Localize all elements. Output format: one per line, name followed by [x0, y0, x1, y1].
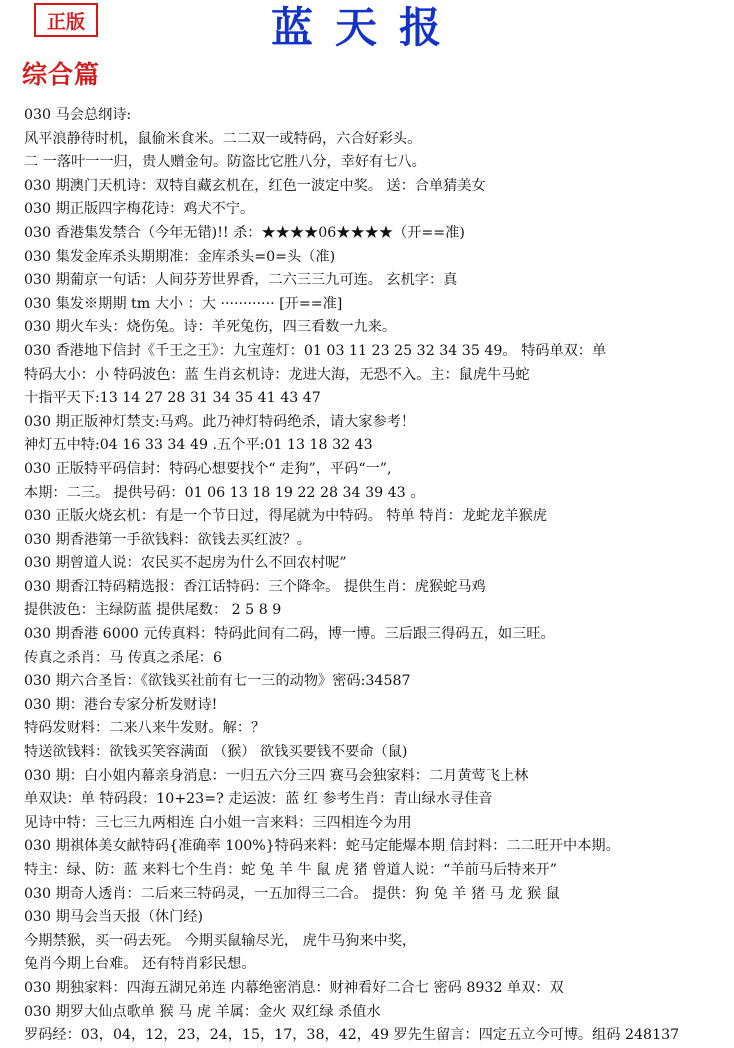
content-line: 030 期曾道人说：农民买不起房为什么不回农村呢” [24, 555, 347, 572]
content-line: 罗码经：03，04，12，23，24，15，17，38，42，49 罗先生留言：四定五立今可博。组码 248137 [24, 1027, 680, 1044]
content-line: 兔肖今期上台难。 还有特肖彩民想。 [24, 956, 256, 973]
content-line: 030 期六合圣旨：《欲钱买社前有七一三的动物》密码:34587 [24, 673, 411, 690]
content-line: 030 期香港第一手欲钱料：欲钱去买红波？。 [24, 531, 311, 548]
content-line: 本期：二三。 提供号码：01 06 13 18 19 22 28 34 39 43 。 [24, 484, 425, 501]
content-line: 030 期香港 6000 元传真料：特码此间有二码，博一博。三后跟三得码五，如三旺。 [24, 626, 555, 643]
page-title: 蓝天报 [270, 3, 463, 52]
content-line: 030 期独家料：四海五湖兄弟连 内幕绝密消息：财神看好二合七 密码 8932 单双：双 [24, 979, 564, 996]
content-line: 特码发财料：二来八来牛发财。解：？ [24, 720, 266, 737]
content-line: 030 正版火烧玄机：有是一个节日过，得尾就为中特码。 特单 特肖：龙蛇龙羊猴虎 [24, 508, 547, 525]
content-line: 030 正版特平码信封：特码心想要找个“ 走狗”，平码“一”, [24, 460, 392, 477]
content-line: 030 期：白小姐内幕亲身消息：一归五六分三四 赛马会独家料：二月黄莺飞上林 [24, 767, 529, 784]
content-line: 030 期正版四字梅花诗：鸡犬不宁。 [24, 201, 255, 218]
section-heading: 综合篇 [22, 60, 101, 89]
content-line: 十指平天下:13 14 27 28 31 34 35 41 43 47 [24, 390, 321, 407]
content-line: 030 期奇人透肖：二后来三特码灵，一五加得三二合。 提供：狗 兔 羊 猪 马 龙 猴 鼠 [24, 885, 560, 902]
content-line: 神灯五中特:04 16 33 34 49 .五个平:01 13 18 32 43 [24, 437, 373, 454]
content-line: 单双诀：单 特码段：10+23=? 走运波：蓝 红 参考生肖：青山绿水寻佳音 [24, 791, 493, 808]
content-line: 特送欲钱料：欲钱买笑容满面 （猴） 欲钱买要钱不要命（鼠) [24, 744, 408, 761]
content-line: 030 期葡京一句话：人间芬芳世界香，二六三三九可连。 玄机字：真 [24, 272, 458, 289]
content-line: 传真之杀肖：马 传真之杀尾：6 [24, 649, 222, 666]
content-line: 030 期：港台专家分析发财诗! [24, 696, 218, 713]
content-line: 二 一落叶一一归，贵人赠金句。防盗比它胜八分，幸好有七八。 [24, 154, 426, 171]
genuine-stamp: 正版 [34, 3, 98, 37]
content-line: 030 期正版神灯禁支:马鸡。此乃神灯特码绝杀，请大家参考！ [24, 413, 416, 430]
content-lines [24, 104, 730, 1048]
content-line: 030 期火车头：烧伤兔。诗：羊死兔伤，四三看数一九来。 [24, 319, 397, 336]
content-line: 风平浪静待时机，鼠偷米食米。二二双一或特码，六合好彩头。 [24, 130, 422, 147]
content-line: 030 香港集发禁合（今年无错)!! 杀：★★★★06★★★★（开==准) [24, 224, 465, 241]
content-line: 030 期罗大仙点歌单 猴 马 虎 羊属：金火 双红绿 杀值水 [24, 1003, 381, 1020]
content-line: 030 集发※期期 tm 大小 ：大 ············ [开==准] [24, 295, 343, 312]
content-line: 见诗中特：三七三九两相连 白小姐一言来料：三四相连今为用 [24, 814, 412, 831]
content-line: 030 期香江特码精选报：香江话特码：三个降伞。 提供生肖：虎猴蛇马鸡 [24, 578, 486, 595]
content-line: 030 期澳门天机诗：双特自藏玄机在，红色一波定中奖。 送：合单猜美女 [24, 177, 486, 194]
content-line: 030 马会总纲诗: [24, 107, 132, 123]
content-line: 030 集发金库杀头期期准：金库杀头=0=头（准) [24, 248, 336, 265]
content-line: 特主：绿、防：蓝 来料七个生肖：蛇 兔 羊 牛 鼠 虎 猪 曾道人说：“羊前马后特来开” [24, 862, 557, 878]
content-line: 今期禁猴，买一码去死。 今期买鼠输尽光， 虎牛马狗来中奖， [24, 932, 417, 949]
content-line: 特码大小：小 特码波色：蓝 生肖玄机诗：龙进大海，无恐不入。主：鼠虎牛马蛇 [24, 366, 530, 383]
content-line: 030 期马会当天报（休门经) [24, 909, 204, 926]
content-line: 030 期祺体美女献特码{准确率 100%}特码来料：蛇马定能爆本期 信封料：二二旺开中本期。 [24, 838, 620, 855]
content-line: 030 香港地下信封《千王之王》：九宝莲灯：01 03 11 23 25 32 34 35 49。 特码单双：单 [24, 342, 607, 359]
content-line: 提供波色：主绿防蓝 提供尾数： 2 5 8 9 [24, 602, 282, 619]
